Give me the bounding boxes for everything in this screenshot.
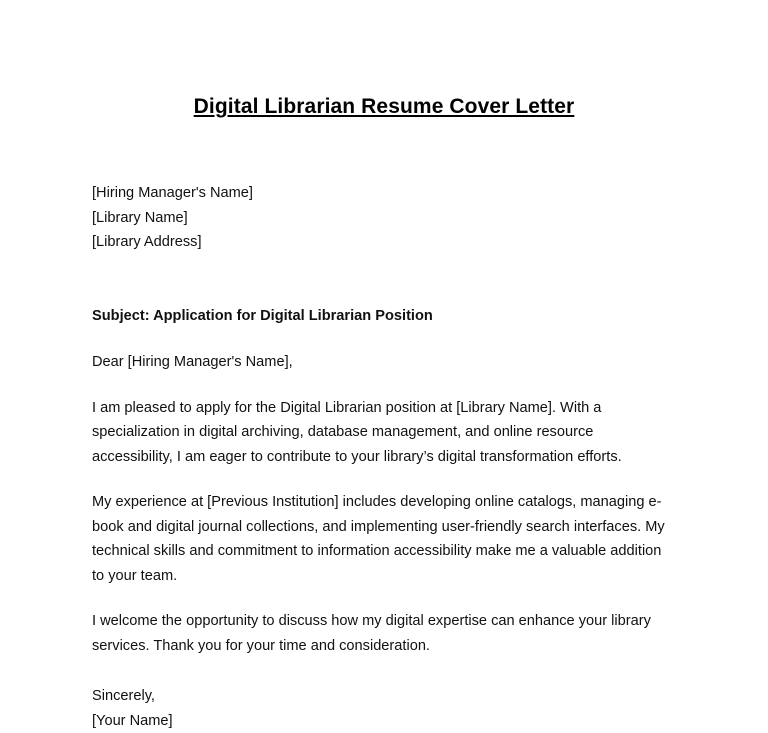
- closing-salutation: Sincerely,: [92, 684, 673, 709]
- recipient-line-3: [Library Address]: [92, 230, 673, 255]
- subject-line: Subject: Application for Digital Librarian Position: [0, 304, 768, 329]
- recipient-line-1: [Hiring Manager's Name]: [92, 181, 673, 206]
- letter-paragraph-1: I am pleased to apply for the Digital Librarian position at [Library Name]. With a specialization in digital archiving, database management, and online resource accessibility, I am eager to contribute to your library’s digital transformation efforts.: [0, 396, 768, 470]
- recipient-line-2: [Library Name]: [92, 206, 673, 231]
- closing-block: [0, 684, 768, 733]
- letter-paragraph-2: My experience at [Previous Institution] includes developing online catalogs, managing e-book and digital journal collections, and implementing user-friendly search interfaces. My technical skills and commitment to information accessibility make me a valuable addition to your team.: [0, 490, 768, 588]
- recipient-address-block: [0, 181, 768, 255]
- page-title: Digital Librarian Resume Cover Letter: [0, 95, 768, 119]
- letter-paragraph-3: I welcome the opportunity to discuss how my digital expertise can enhance your library services. Thank you for your time and consideration.: [0, 609, 768, 658]
- salutation-line: Dear [Hiring Manager's Name],: [0, 350, 768, 375]
- signature-name: [Your Name]: [92, 709, 673, 733]
